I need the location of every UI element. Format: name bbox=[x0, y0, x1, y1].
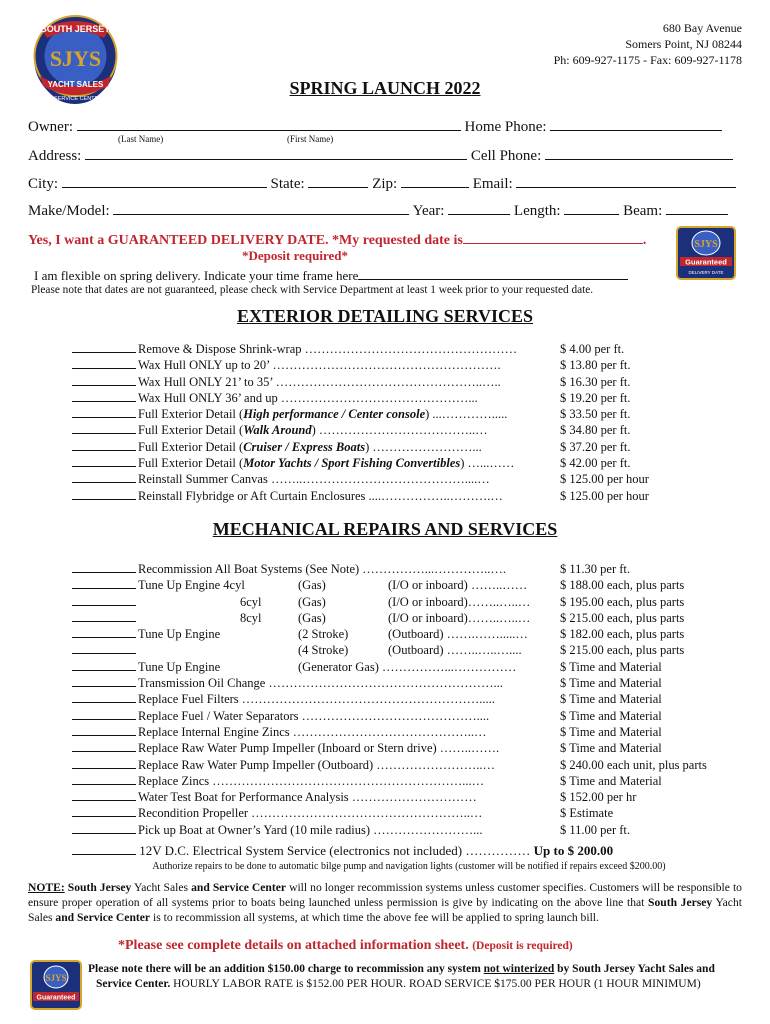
logo-top-text: SOUTH JERSEY bbox=[40, 24, 111, 34]
details-text: *Please see complete details on attached information sheet. bbox=[118, 938, 469, 953]
exterior-item-row bbox=[72, 439, 631, 455]
exterior-item-checkbox-line[interactable] bbox=[72, 406, 136, 418]
mechanical-item-name: Recommission All Boat Systems (See Note) ……………...…………..…. bbox=[138, 562, 507, 576]
zip-input[interactable] bbox=[401, 174, 469, 188]
mechanical-item-row bbox=[72, 822, 631, 838]
city-label: City: bbox=[28, 176, 59, 192]
mechanical-item-checkbox-line[interactable] bbox=[72, 642, 136, 654]
exterior-item-name: Reinstall Summer Canvas ……..…………………………………....… bbox=[138, 472, 490, 487]
exterior-item-checkbox-line[interactable] bbox=[72, 357, 136, 369]
address-line-1: 680 Bay Avenue bbox=[662, 21, 742, 35]
boat-type-emphasis: Motor Yachts / Sport Fishing Convertibles bbox=[243, 456, 461, 471]
exterior-item-name: Full Exterior Detail (High performance / Center console) ...…………..... bbox=[138, 407, 508, 422]
guarantee-disclaimer: Please note that dates are not guaranteed, please check with Service Department at least 1 week prior to your requested date. bbox=[31, 284, 594, 296]
mechanical-item-name: Pick up Boat at Owner’s Yard (10 mile radius) ……………………... bbox=[138, 822, 483, 837]
company-address bbox=[554, 20, 742, 68]
exterior-item-price: $ 42.00 per ft. bbox=[560, 456, 631, 471]
boat-type-emphasis: Walk Around bbox=[243, 423, 312, 438]
beam-input[interactable] bbox=[666, 201, 728, 215]
mechanical-item-price: $ 11.00 per ft. bbox=[560, 822, 631, 837]
guaranteed-badge bbox=[676, 226, 736, 280]
mechanical-item-price: $ 215.00 each, plus parts bbox=[560, 610, 685, 625]
note-label: NOTE: bbox=[28, 881, 65, 894]
exterior-item-row bbox=[72, 406, 631, 422]
state-label: State: bbox=[270, 176, 305, 192]
exterior-item-name: Full Exterior Detail (Cruiser / Express Boats) ……………………... bbox=[138, 439, 482, 454]
mechanical-item-price: $ Time and Material bbox=[560, 773, 662, 788]
winterize-text-4: Service Center. bbox=[96, 978, 171, 990]
exterior-item-checkbox-line[interactable] bbox=[72, 488, 136, 500]
exterior-item-price: $ 37.20 per ft. bbox=[560, 439, 631, 454]
cell-phone-label: Cell Phone: bbox=[470, 148, 542, 164]
flexible-text: I am flexible on spring delivery. Indicate your time frame here bbox=[34, 268, 359, 283]
exterior-item-name: Wax Hull ONLY up to 20’ ………………………………………………. bbox=[138, 358, 501, 373]
mechanical-item-row bbox=[72, 561, 631, 577]
mechanical-item-checkbox-line[interactable] bbox=[72, 708, 136, 720]
mechanical-item-checkbox-line[interactable] bbox=[72, 724, 136, 736]
exterior-list bbox=[72, 341, 649, 504]
exterior-item-price: $ 13.80 per ft. bbox=[560, 358, 631, 373]
year-label: Year: bbox=[412, 203, 445, 219]
deposit-required: *Deposit required* bbox=[241, 248, 349, 263]
mechanical-item-name: Transmission Oil Change ………………………………………………... bbox=[138, 676, 503, 691]
mechanical-item-name: Replace Fuel / Water Separators …………………………………….... bbox=[138, 708, 490, 723]
mechanical-item-price: $ Time and Material bbox=[560, 708, 662, 723]
mechanical-item-type: (I/O or inboard) ……..…… bbox=[388, 578, 528, 593]
exterior-item-checkbox-line[interactable] bbox=[72, 455, 136, 467]
mechanical-item-checkbox-line[interactable] bbox=[72, 822, 136, 834]
logo-monogram: SJYS bbox=[49, 46, 102, 71]
mechanical-item-checkbox-line[interactable] bbox=[72, 691, 136, 703]
mechanical-item-fuel: (Gas) bbox=[298, 578, 326, 593]
mechanical-item-row bbox=[72, 805, 614, 821]
mechanical-item-price: $ 182.00 each, plus parts bbox=[560, 627, 685, 642]
mechanical-item-fuel: (Gas) bbox=[298, 594, 326, 609]
exterior-item-row bbox=[72, 341, 625, 357]
footer-badge-guaranteed: Guaranteed bbox=[36, 994, 76, 1002]
time-frame-input[interactable] bbox=[358, 266, 628, 280]
mechanical-item-checkbox-line[interactable] bbox=[72, 773, 136, 785]
mechanical-item-row bbox=[72, 675, 662, 691]
mechanical-item-name: 6cyl bbox=[240, 594, 262, 609]
first-name-caption: (First Name) bbox=[287, 134, 334, 144]
state-input[interactable] bbox=[308, 174, 368, 188]
note-company-5: Yacht Sales bbox=[28, 896, 742, 924]
mechanical-list bbox=[72, 561, 707, 838]
mechanical-item-row bbox=[72, 626, 685, 642]
mechanical-item-price: $ 195.00 each, plus parts bbox=[560, 594, 685, 609]
note-company-1: South Jersey bbox=[67, 881, 132, 894]
mechanical-item-name: Replace Fuel Filters …………………………………………………..... bbox=[138, 692, 495, 707]
logo-bottom-text: YACHT SALES bbox=[47, 80, 104, 89]
mechanical-item-checkbox-line[interactable] bbox=[72, 626, 136, 638]
mechanical-item-name: Tune Up Engine bbox=[138, 627, 221, 642]
flexible-row bbox=[34, 266, 628, 284]
logo-subtext: & SERVICE CENTER bbox=[48, 96, 103, 102]
exterior-item-row bbox=[72, 390, 631, 406]
mechanical-item-name: Tune Up Engine bbox=[138, 659, 221, 674]
address-line-3: Ph: 609-927-1175 - Fax: 609-927-1178 bbox=[553, 53, 742, 67]
mechanical-item-checkbox-line[interactable] bbox=[72, 659, 136, 671]
boat-type-emphasis: Cruiser / Express Boats bbox=[243, 439, 366, 454]
mechanical-item-price: $ Time and Material bbox=[560, 741, 662, 756]
mechanical-item-type: (Outboard) …….…….....… bbox=[388, 627, 528, 642]
mechanical-item-fuel: (4 Stroke) bbox=[298, 643, 349, 658]
mechanical-item-checkbox-line[interactable] bbox=[72, 789, 136, 801]
mechanical-item-name: Recondition Propeller ……………………………………………..… bbox=[138, 806, 483, 821]
mechanical-item-checkbox-line[interactable] bbox=[72, 805, 136, 817]
email-input[interactable] bbox=[516, 174, 736, 188]
email-label: Email: bbox=[472, 176, 513, 192]
beam-label: Beam: bbox=[623, 203, 663, 219]
make-row bbox=[28, 201, 728, 220]
winterize-text-1: Please note there will be an addition $150.00 charge to recommission any system bbox=[88, 963, 481, 975]
mechanical-item-row bbox=[72, 642, 685, 658]
mechanical-item-row bbox=[72, 757, 707, 773]
exterior-item-name: Full Exterior Detail (Motor Yachts / Sport Fishing Convertibles) …...…… bbox=[138, 456, 515, 471]
mechanical-item-type: (Outboard) ……..…..….... bbox=[388, 643, 522, 658]
electrical-name: 12V D.C. Electrical System Service (electronics not included) …………… bbox=[139, 843, 531, 858]
exterior-item-row bbox=[72, 374, 631, 390]
exterior-heading: EXTERIOR DETAILING SERVICES bbox=[236, 306, 534, 326]
electrical-row bbox=[72, 843, 613, 859]
note-company-2: Yacht Sales bbox=[133, 881, 189, 894]
badge-subtext: DELIVERY DATE bbox=[688, 270, 724, 275]
mechanical-item-name: Replace Internal Engine Zincs ……………………………………..… bbox=[138, 724, 487, 739]
mechanical-item-checkbox-line[interactable] bbox=[72, 675, 136, 687]
home-phone-input[interactable] bbox=[550, 117, 722, 131]
boat-type-emphasis: High performance / Center console bbox=[243, 407, 426, 422]
mechanical-item-checkbox-line[interactable] bbox=[72, 561, 136, 573]
mechanical-item-price: $ 152.00 per hr bbox=[560, 790, 637, 805]
exterior-item-row bbox=[72, 471, 649, 487]
mechanical-item-price: $ Time and Material bbox=[560, 692, 662, 707]
exterior-item-price: $ 33.50 per ft. bbox=[560, 407, 631, 422]
mechanical-item-row bbox=[72, 740, 662, 756]
city-row bbox=[28, 174, 736, 193]
guarantee-request-text: Yes, I want a GUARANTEED DELIVERY DATE. *My requested date is bbox=[28, 233, 463, 248]
mechanical-item-row bbox=[72, 577, 685, 593]
mechanical-item-row bbox=[72, 691, 662, 707]
page-title: SPRING LAUNCH 2022 bbox=[289, 78, 481, 98]
exterior-item-row bbox=[72, 357, 631, 373]
owner-label: Owner: bbox=[28, 119, 73, 135]
home-phone-label: Home Phone: bbox=[464, 119, 547, 135]
mechanical-item-row bbox=[72, 724, 662, 740]
mechanical-item-name: 8cyl bbox=[240, 610, 262, 625]
mechanical-item-checkbox-line[interactable] bbox=[72, 594, 136, 606]
exterior-item-checkbox-line[interactable] bbox=[72, 422, 136, 434]
mechanical-item-checkbox-line[interactable] bbox=[72, 610, 136, 622]
mechanical-item-fuel: (Generator Gas) ……………...…………… bbox=[298, 659, 517, 674]
labor-rate-text: HOURLY LABOR RATE is $152.00 PER HOUR. ROAD SERVICE $175.00 PER HOUR (1 HOUR MINIMUM) bbox=[173, 978, 701, 990]
deposit-text: (Deposit is required) bbox=[472, 940, 573, 952]
badge-monogram: SJYS bbox=[694, 239, 718, 250]
exterior-item-row bbox=[72, 422, 631, 438]
address-row bbox=[28, 146, 733, 165]
exterior-item-checkbox-line[interactable] bbox=[72, 341, 136, 353]
exterior-item-price: $ 125.00 per hour bbox=[560, 472, 649, 487]
exterior-item-name: Full Exterior Detail (Walk Around) ………………………………..… bbox=[138, 423, 488, 438]
exterior-item-price: $ 4.00 per ft. bbox=[560, 342, 625, 356]
mechanical-item-price: $ Estimate bbox=[560, 806, 614, 821]
details-line bbox=[118, 938, 573, 954]
mechanical-item-name: Replace Zincs ……………………………………………………...… bbox=[138, 773, 485, 788]
address-input[interactable] bbox=[85, 146, 467, 160]
mechanical-item-row bbox=[72, 773, 662, 789]
exterior-item-name: Wax Hull ONLY 21’ to 35’ …………………………………………..….. bbox=[138, 374, 501, 389]
note-body-1: will no longer recommission systems unless customer specifies. Customers will be responsible to ensure proper operation of all systems prior to boats being launched unless permission is give by indicating on the above line that bbox=[28, 881, 742, 909]
mechanical-item-fuel: (Gas) bbox=[298, 610, 326, 625]
mechanical-item-fuel: (2 Stroke) bbox=[298, 627, 349, 642]
length-label: Length: bbox=[513, 203, 561, 219]
electrical-price: Up to $ 200.00 bbox=[533, 843, 614, 858]
mechanical-item-row bbox=[72, 708, 662, 724]
exterior-item-name: Reinstall Flybridge or Aft Curtain Enclosures ....……………..……….… bbox=[138, 488, 503, 503]
mechanical-item-price: $ Time and Material bbox=[560, 676, 662, 691]
exterior-item-checkbox-line[interactable] bbox=[72, 390, 136, 402]
exterior-item-checkbox-line[interactable] bbox=[72, 374, 136, 386]
winterize-text-3: by South Jersey Yacht Sales and bbox=[557, 963, 715, 975]
make-model-input[interactable] bbox=[113, 201, 409, 215]
owner-input[interactable] bbox=[77, 117, 461, 131]
mechanical-item-price: $ Time and Material bbox=[560, 659, 662, 674]
exterior-item-name: Wax Hull ONLY 36’ and up ………………………………………... bbox=[138, 390, 478, 405]
guarantee-request: Yes, I want a GUARANTEED DELIVERY DATE. *My requested date is . bbox=[28, 230, 646, 249]
mechanical-item-name: Water Test Boat for Performance Analysis ………………………… bbox=[138, 790, 477, 805]
mechanical-item-price: $ 11.30 per ft. bbox=[560, 562, 631, 576]
note-company-6: and Service Center bbox=[55, 911, 151, 924]
footer-badge-monogram: SJYS bbox=[45, 973, 67, 983]
electrical-checkbox-line[interactable] bbox=[72, 843, 136, 855]
badge-guaranteed: Guaranteed bbox=[685, 257, 727, 267]
exterior-item-price: $ 125.00 per hour bbox=[560, 488, 649, 503]
mechanical-item-price: $ 215.00 each, plus parts bbox=[560, 643, 685, 658]
authorize-note: Authorize repairs to be done to automatic bilge pump and navigation lights (customer will be notified if repairs exceed $200.00) bbox=[152, 861, 666, 872]
mechanical-item-row bbox=[72, 594, 685, 610]
cell-phone-input[interactable] bbox=[545, 146, 733, 160]
mechanical-item-row bbox=[72, 610, 685, 626]
exterior-item-checkbox-line[interactable] bbox=[72, 439, 136, 451]
exterior-item-row bbox=[72, 455, 631, 471]
mechanical-item-checkbox-line[interactable] bbox=[72, 740, 136, 752]
address-line-2: Somers Point, NJ 08244 bbox=[625, 37, 742, 51]
mechanical-item-price: $ Time and Material bbox=[560, 724, 662, 739]
zip-label: Zip: bbox=[372, 176, 398, 192]
winterize-text-2: not winterized bbox=[483, 963, 555, 975]
exterior-item-price: $ 16.30 per ft. bbox=[560, 374, 631, 389]
last-name-caption: (Last Name) bbox=[118, 134, 164, 144]
address-label: Address: bbox=[28, 148, 82, 164]
exterior-item-name: Remove & Dispose Shrink-wrap …………………………………………… bbox=[138, 342, 518, 356]
city-input[interactable] bbox=[62, 174, 267, 188]
mechanical-item-type: (I/O or inboard)……..…..… bbox=[388, 594, 531, 609]
mechanical-item-name: Replace Raw Water Pump Impeller (Inboard or Stern drive) ……..……. bbox=[138, 741, 500, 756]
mechanical-item-name: Replace Raw Water Pump Impeller (Outboard) ……………………..… bbox=[138, 757, 496, 772]
exterior-item-price: $ 19.20 per ft. bbox=[560, 390, 631, 405]
exterior-item-price: $ 34.80 per ft. bbox=[560, 423, 631, 438]
mechanical-item-name: Tune Up Engine 4cyl bbox=[138, 578, 245, 593]
exterior-item-row bbox=[72, 488, 649, 504]
mechanical-item-type: (I/O or inboard)……..…..… bbox=[388, 610, 531, 625]
make-model-label: Make/Model: bbox=[28, 203, 110, 219]
mechanical-item-row bbox=[72, 789, 637, 805]
year-input[interactable] bbox=[448, 201, 510, 215]
winterize-note bbox=[88, 962, 748, 992]
recommission-note bbox=[28, 880, 742, 925]
mechanical-item-checkbox-line[interactable] bbox=[72, 577, 136, 589]
mechanical-heading: MECHANICAL REPAIRS AND SERVICES bbox=[212, 519, 558, 539]
note-company-3: and Service Center bbox=[191, 881, 287, 894]
requested-date-input[interactable] bbox=[463, 230, 643, 244]
mechanical-item-price: $ 240.00 each unit, plus parts bbox=[560, 757, 707, 772]
footer-badge bbox=[30, 960, 82, 1010]
length-input[interactable] bbox=[564, 201, 619, 215]
exterior-item-checkbox-line[interactable] bbox=[72, 471, 136, 483]
note-company-4: South Jersey bbox=[648, 896, 713, 909]
mechanical-item-price: $ 188.00 each, plus parts bbox=[560, 578, 685, 593]
mechanical-item-checkbox-line[interactable] bbox=[72, 757, 136, 769]
note-body-2: is to recommission all systems, at which time the above fee will be applied to spring launch bill. bbox=[152, 911, 599, 924]
mechanical-item-row bbox=[72, 659, 662, 675]
